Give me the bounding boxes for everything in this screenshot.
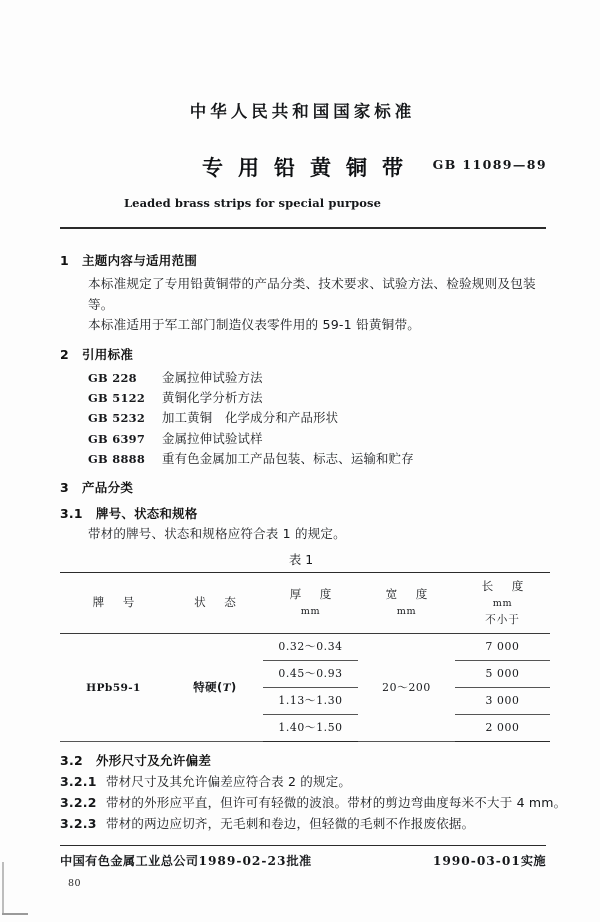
column-header-grade	[60, 573, 167, 634]
section-number-1: 1	[60, 253, 69, 268]
subsection-3-1-paragraph: 带材的牌号、状态和规格应符合表 1 的规定。	[88, 525, 346, 541]
clause-text: 带材的外形应平直，但许可有轻微的波浪。带材的剪边弯曲度每米不大于 4 mm。	[106, 794, 567, 810]
list-item	[88, 388, 550, 408]
grade-value: HPb59-1	[86, 682, 141, 694]
clause-number: 3.2.3	[60, 816, 97, 832]
page-number: 80	[68, 878, 82, 889]
reference-name: 黄铜化学分析方法	[162, 390, 263, 406]
issuer-name: 中国有色金属工业总公司	[60, 854, 199, 868]
list-item	[88, 368, 550, 388]
cell-length	[455, 715, 550, 742]
reference-code: GB 6397	[88, 431, 146, 446]
column-header-length-unit: mm	[492, 597, 513, 609]
footer-divider-rule	[60, 845, 546, 846]
cell-length	[455, 688, 550, 715]
section-title-1: 主题内容与适用范围	[82, 253, 198, 268]
document-title-en: Leaded brass strips for special purpose	[123, 196, 382, 210]
section-number-2: 2	[60, 346, 69, 362]
section-heading-1	[60, 251, 550, 270]
column-header-thickness-label: 厚 度	[289, 587, 335, 602]
reference-code: GB 5122	[88, 391, 146, 406]
header-divider-rule	[60, 227, 546, 229]
implementation-label: 实施	[520, 854, 546, 868]
length-value: 2 000	[485, 721, 520, 735]
cell-length	[455, 634, 550, 661]
column-header-grade-label: 牌 号	[92, 595, 138, 610]
column-header-length	[455, 573, 550, 634]
state-symbol: T	[222, 681, 232, 694]
reference-name: 金属拉伸试验试样	[162, 430, 263, 446]
column-header-thickness-unit: mm	[300, 606, 321, 618]
list-item	[88, 408, 550, 428]
thickness-value: 1.40～1.50	[278, 721, 343, 735]
title-row	[60, 152, 545, 182]
section-1-paragraph-1: 本标准规定了专用铅黄铜带的产品分类、技术要求、试验方法、检验规则及包装等。	[88, 276, 536, 312]
length-value: 5 000	[485, 667, 520, 681]
subsection-number-3-2: 3.2	[60, 753, 84, 769]
clause-number: 3.2.2	[60, 794, 97, 810]
implementation-date: 1990-03-01	[432, 854, 521, 868]
approval-statement	[60, 852, 312, 869]
reference-code: GB 5232	[88, 411, 146, 426]
column-header-state-label: 状 态	[194, 595, 240, 610]
thickness-value: 1.13～1.30	[278, 694, 343, 708]
width-value: 20～200	[382, 680, 431, 694]
table-caption: 表 1	[288, 551, 314, 567]
section-number-3: 3	[60, 480, 69, 496]
cell-thickness	[263, 688, 358, 715]
section-heading-2	[60, 345, 550, 364]
reference-name: 金属拉伸试验方法	[162, 369, 263, 385]
subsection-title-3-2: 外形尺寸及允许偏差	[96, 753, 212, 769]
state-close: )	[231, 679, 237, 694]
thickness-value: 0.32～0.34	[278, 640, 343, 654]
scan-artifact-left	[2, 862, 4, 914]
column-header-state	[167, 573, 263, 634]
column-header-width-label: 宽 度	[385, 587, 431, 602]
thickness-value: 0.45～0.93	[278, 667, 343, 681]
referenced-standards-list	[88, 368, 550, 469]
subsection-heading-3-2	[60, 751, 550, 770]
column-header-length-note: 不小于	[485, 614, 520, 627]
cell-width	[358, 634, 455, 742]
national-standard-label: 中华人民共和国国家标准	[189, 102, 416, 121]
subsection-title-3-1: 牌号、状态和规格	[96, 506, 198, 522]
list-item	[88, 449, 550, 469]
clause-3-2-2	[60, 792, 567, 813]
cell-thickness	[263, 715, 358, 742]
scan-artifact-bottom	[2, 913, 28, 915]
state-text: 特硬(	[193, 679, 223, 694]
reference-code: GB 228	[88, 370, 137, 385]
reference-name: 重有色金属加工产品包装、标志、运输和贮存	[162, 450, 414, 466]
approval-label: 批准	[286, 854, 312, 868]
clause-3-2-3	[60, 813, 550, 834]
document-body	[60, 242, 567, 834]
specification-table	[60, 572, 550, 742]
column-header-thickness	[263, 573, 358, 634]
section-title-3: 产品分类	[82, 480, 134, 496]
table-row	[60, 634, 550, 661]
cell-thickness	[263, 634, 358, 661]
reference-code: GB 8888	[88, 451, 146, 466]
clause-number: 3.2.1	[60, 773, 97, 789]
length-value: 7 000	[485, 640, 520, 654]
subsection-3-2	[60, 751, 567, 834]
section-heading-3	[60, 478, 550, 497]
state-value	[193, 680, 237, 694]
subsection-number-3-1: 3.1	[60, 506, 83, 522]
implementation-statement	[433, 852, 546, 869]
list-item	[88, 429, 550, 449]
cell-length	[455, 661, 550, 688]
section-1-paragraph-2: 本标准适用于军工部门制造仪表零件用的 59-1 铅黄铜带。	[88, 317, 421, 333]
length-value: 3 000	[485, 694, 520, 708]
document-footer	[60, 852, 546, 869]
subsection-heading-3-1	[60, 504, 550, 523]
clause-text: 带材尺寸及其允许偏差应符合表 2 的规定。	[106, 773, 352, 789]
cell-grade	[60, 634, 167, 742]
reference-name: 加工黄铜 化学成分和产品形状	[162, 410, 339, 426]
table-header-row	[60, 573, 550, 634]
cell-state	[167, 634, 263, 742]
section-title-2: 引用标准	[82, 346, 134, 362]
cell-thickness	[263, 661, 358, 688]
document-title-cn: 专用铅黄铜带	[202, 156, 418, 180]
clause-text: 带材的两边应切齐，无毛刺和卷边，但轻微的毛刺不作报废依据。	[106, 816, 475, 832]
approval-date: 1989-02-23	[198, 854, 287, 868]
column-header-length-label: 长 度	[481, 578, 527, 593]
gb-standard-number: GB 11089—89	[432, 157, 547, 172]
column-header-width	[358, 573, 455, 634]
column-header-width-unit: mm	[396, 606, 417, 618]
masthead	[60, 98, 545, 210]
clause-3-2-1	[60, 771, 550, 792]
